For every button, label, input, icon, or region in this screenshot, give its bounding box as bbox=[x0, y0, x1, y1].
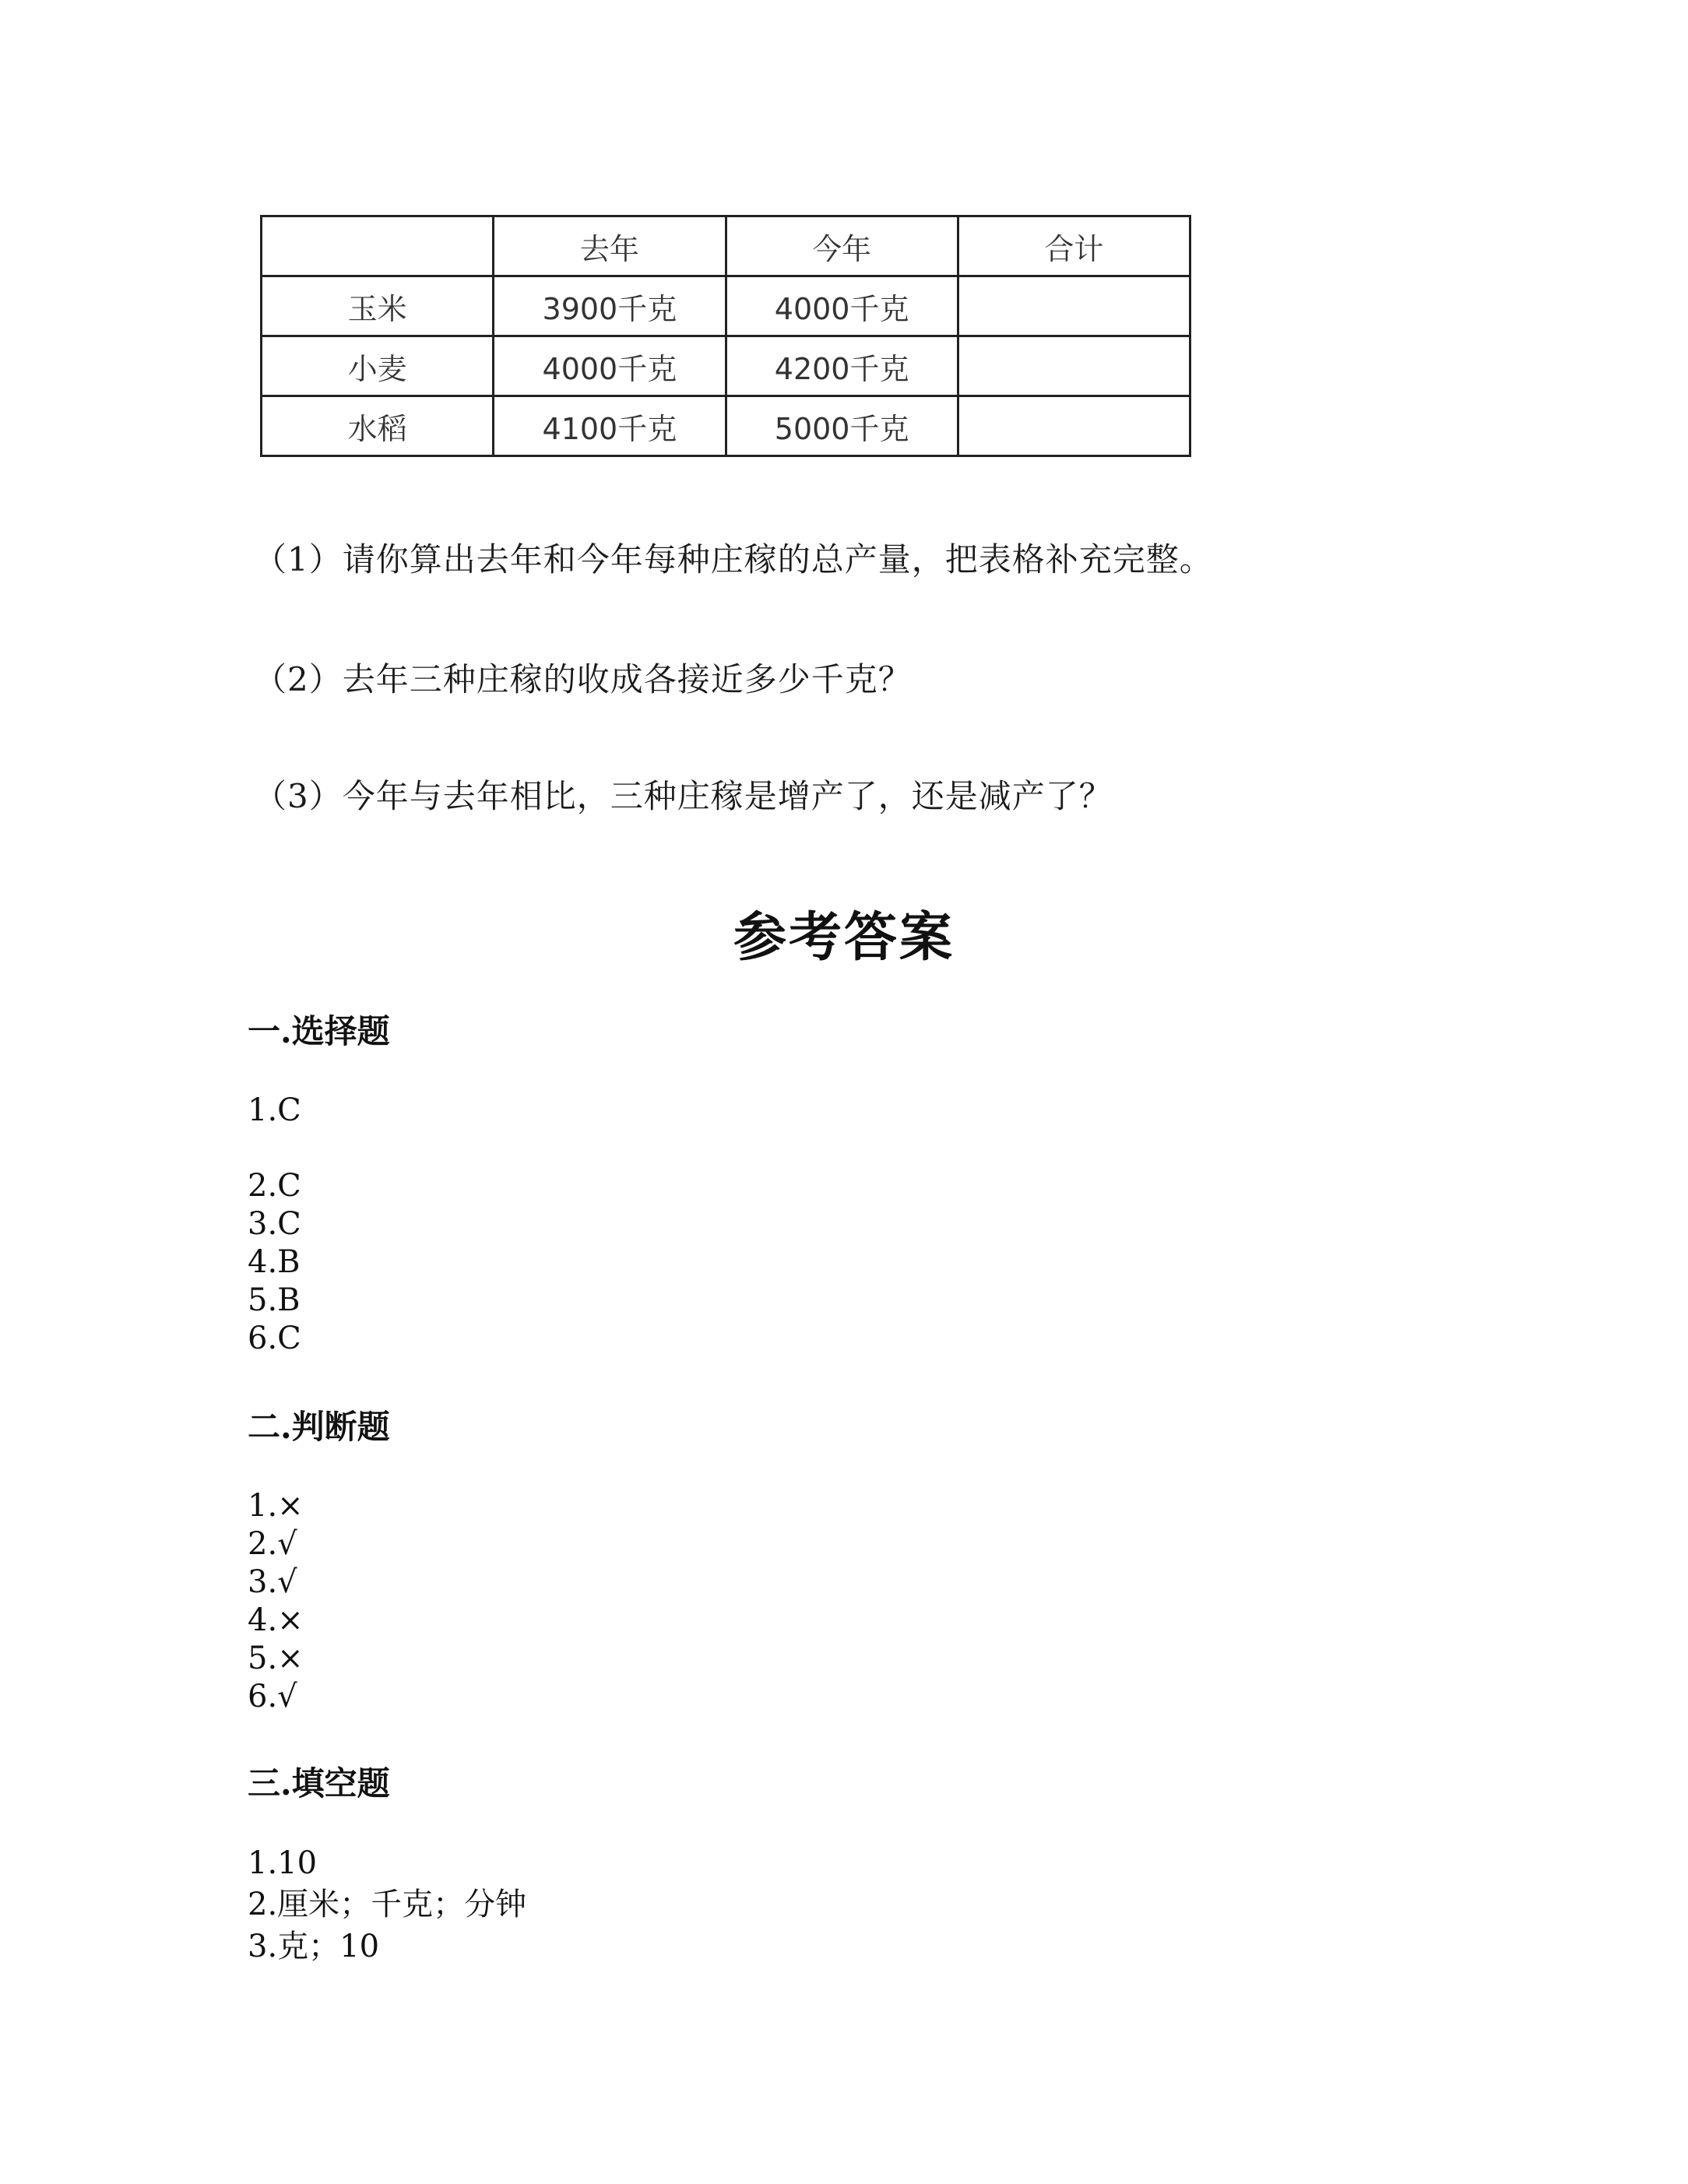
crop-yield-table bbox=[260, 215, 1191, 457]
answer-item: 1.× bbox=[248, 1488, 304, 1524]
table-cell bbox=[958, 396, 1190, 456]
table-row bbox=[262, 276, 1190, 336]
answer-item: 2.厘米；千克；分钟 bbox=[248, 1887, 527, 1922]
question-2: （2）去年三种庄稼的收成各接近多少千克？ bbox=[254, 660, 912, 698]
table-cell: 3900千克 bbox=[494, 276, 726, 336]
table-cell: 4200千克 bbox=[726, 336, 958, 396]
table-cell bbox=[958, 276, 1190, 336]
question-1: （1）请你算出去年和今年每种庄稼的总产量，把表格补充完整。 bbox=[254, 540, 1213, 579]
answer-item: 2.C bbox=[248, 1168, 301, 1204]
table-header-cell bbox=[262, 216, 494, 276]
answer-item: 2.√ bbox=[248, 1526, 297, 1562]
section-title-fill: 三.填空题 bbox=[248, 1764, 390, 1802]
table-row bbox=[262, 396, 1190, 456]
table-header-row bbox=[262, 216, 1190, 276]
table-cell: 4100千克 bbox=[494, 396, 726, 456]
table-header-cell: 去年 bbox=[494, 216, 726, 276]
table-header-cell: 今年 bbox=[726, 216, 958, 276]
section-title-choice: 一.选择题 bbox=[248, 1012, 390, 1050]
table-header-cell: 合计 bbox=[958, 216, 1190, 276]
table-cell: 5000千克 bbox=[726, 396, 958, 456]
answer-item: 6.C bbox=[248, 1321, 301, 1356]
answer-item: 3.克；10 bbox=[248, 1929, 380, 1964]
answer-item: 3.C bbox=[248, 1206, 301, 1242]
answer-item: 3.√ bbox=[248, 1564, 297, 1600]
table-cell bbox=[958, 336, 1190, 396]
table-cell: 4000千克 bbox=[494, 336, 726, 396]
table-cell: 水稻 bbox=[262, 396, 494, 456]
question-3: （3）今年与去年相比，三种庄稼是增产了，还是减产了？ bbox=[254, 777, 1113, 815]
table-cell: 小麦 bbox=[262, 336, 494, 396]
answer-item: 6.√ bbox=[248, 1679, 297, 1714]
answer-item: 4.B bbox=[248, 1244, 301, 1280]
answer-title: 参考答案 bbox=[733, 906, 955, 969]
answer-item: 5.B bbox=[248, 1282, 301, 1318]
answer-item: 4.× bbox=[248, 1602, 304, 1638]
table-cell: 玉米 bbox=[262, 276, 494, 336]
table-row bbox=[262, 336, 1190, 396]
section-title-judge: 二.判断题 bbox=[248, 1408, 390, 1446]
answer-item: 1.10 bbox=[248, 1845, 318, 1881]
answer-item: 1.C bbox=[248, 1092, 301, 1128]
answer-item: 5.× bbox=[248, 1641, 304, 1676]
table-cell: 4000千克 bbox=[726, 276, 958, 336]
